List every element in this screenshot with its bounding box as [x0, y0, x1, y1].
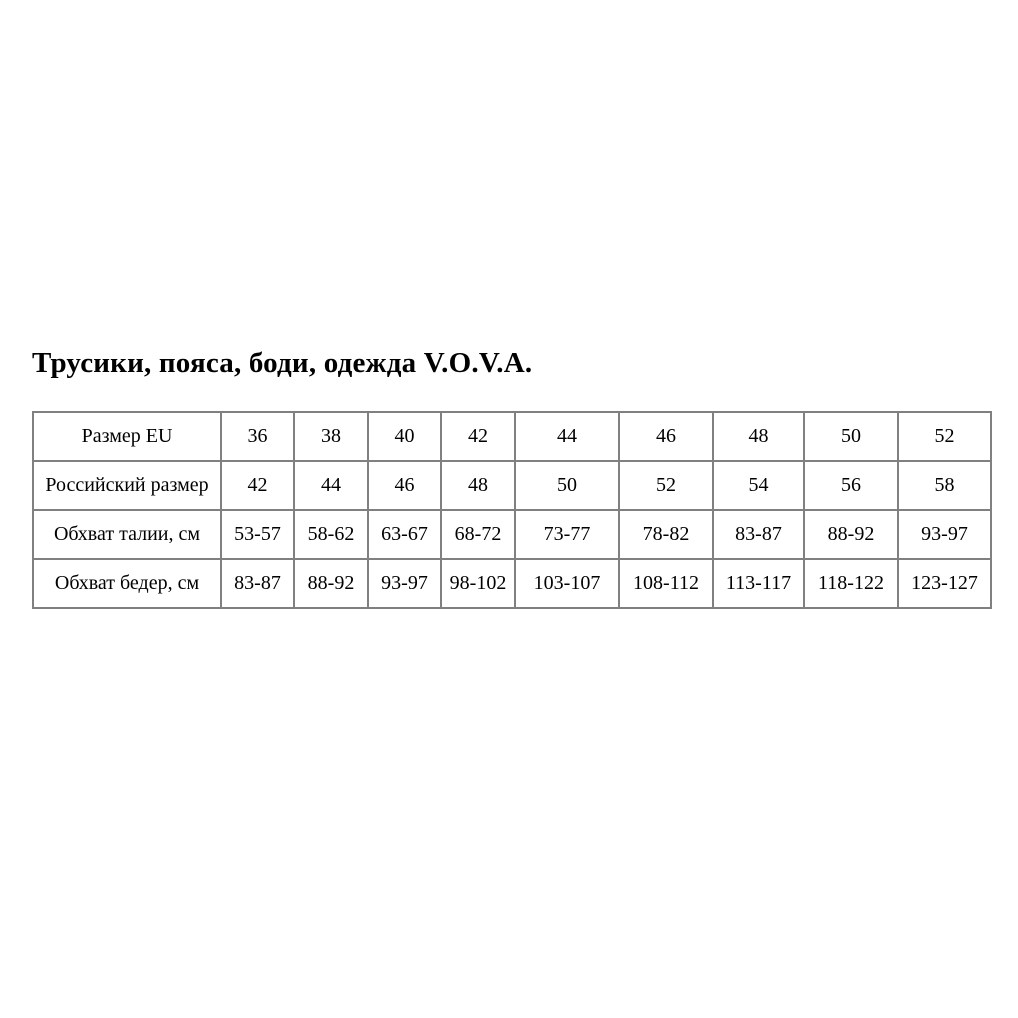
table-cell: 88-92	[804, 510, 898, 559]
table-cell: 40	[368, 412, 441, 461]
table-cell: 38	[294, 412, 368, 461]
table-cell: 44	[515, 412, 619, 461]
table-cell: 58-62	[294, 510, 368, 559]
table-cell: 42	[221, 461, 294, 510]
table-cell: 44	[294, 461, 368, 510]
table-cell: 48	[713, 412, 804, 461]
table-cell: 88-92	[294, 559, 368, 608]
row-label-cell: Размер EU	[33, 412, 221, 461]
table-cell: 68-72	[441, 510, 515, 559]
table-cell: 52	[619, 461, 713, 510]
table-cell: 73-77	[515, 510, 619, 559]
table-cell: 93-97	[898, 510, 991, 559]
table-cell: 83-87	[221, 559, 294, 608]
table-cell: 50	[515, 461, 619, 510]
size-table	[32, 411, 992, 609]
page-title: Трусики, пояса, боди, одежда V.O.V.A.	[32, 347, 533, 379]
table-cell: 98-102	[441, 559, 515, 608]
table-cell: 46	[619, 412, 713, 461]
table-cell: 50	[804, 412, 898, 461]
table-row-ru-size	[33, 461, 991, 510]
table-cell: 56	[804, 461, 898, 510]
table-cell: 53-57	[221, 510, 294, 559]
table-row-hips	[33, 559, 991, 608]
table-cell: 78-82	[619, 510, 713, 559]
table-cell: 63-67	[368, 510, 441, 559]
table-row-eu-size	[33, 412, 991, 461]
table-cell: 83-87	[713, 510, 804, 559]
row-label-cell: Российский размер	[33, 461, 221, 510]
row-label-cell: Обхват бедер, см	[33, 559, 221, 608]
table-cell: 108-112	[619, 559, 713, 608]
table-cell: 118-122	[804, 559, 898, 608]
table-cell: 46	[368, 461, 441, 510]
table-cell: 36	[221, 412, 294, 461]
row-label-cell: Обхват талии, см	[33, 510, 221, 559]
table-row-waist	[33, 510, 991, 559]
table-cell: 48	[441, 461, 515, 510]
table-cell: 58	[898, 461, 991, 510]
table-cell: 93-97	[368, 559, 441, 608]
table-cell: 123-127	[898, 559, 991, 608]
table-cell: 42	[441, 412, 515, 461]
table-cell: 54	[713, 461, 804, 510]
table-cell: 103-107	[515, 559, 619, 608]
table-cell: 113-117	[713, 559, 804, 608]
table-cell: 52	[898, 412, 991, 461]
